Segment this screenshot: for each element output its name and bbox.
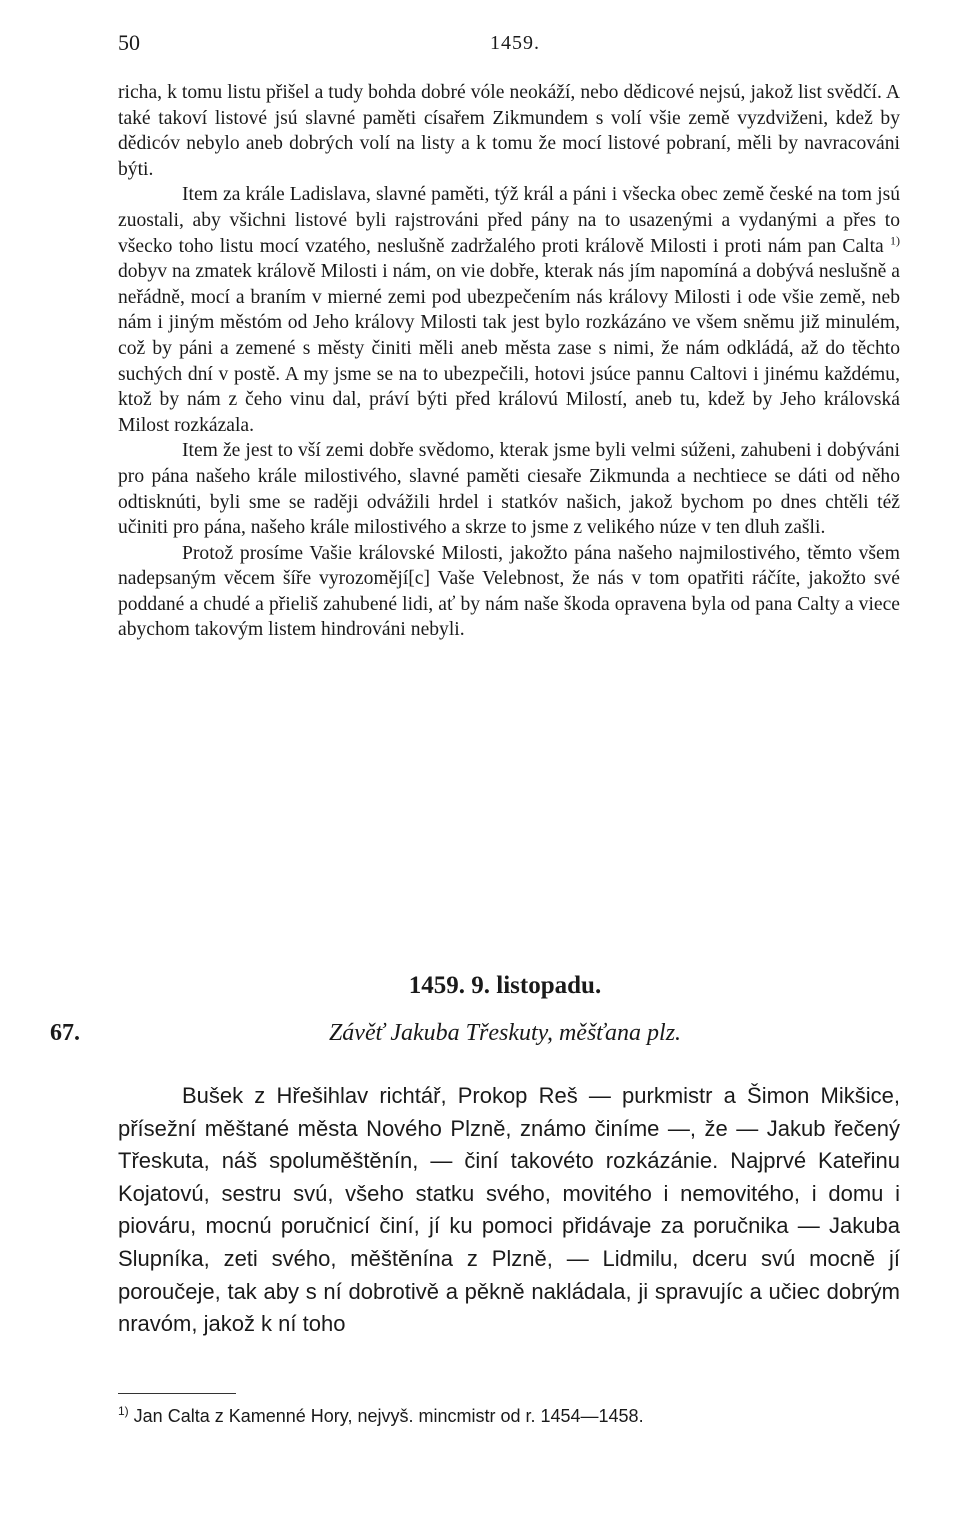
document-date: 1459. 9. listopadu. — [408, 972, 602, 999]
charter-text — [118, 1080, 900, 1341]
paragraph-1: richa, k tomu listu přišel a tudy bohda dobré vóle neokáží, nebo dědicové nejsú, jakož list svědčí. A také takoví listové jsú slavné paměti císařem Zikmundem s volí všie země vyzdviženi, kdež by dědicóv nebylo aneb dobrých volí na listy a k tomu že mocí listové pobraní, měli by navracováni býti. — [118, 82, 900, 180]
charter-paragraph: Bušek z Hřešihlav richtář, Prokop Reš — purkmistr a Šimon Mikšice, přísežní měštané města Nového Plzně, známo činíme —, že — Jakub řečený Třeskuta, náš spoluměštěnín, — činí takovéto rozkázánie. Najprvé Kateřinu Kojatovú, sestru svú, všeho statku svého, movitého i nemovitého, i domu i piováru, mocnú poručnicí činí, jí ku pomoci přidávaje za poručnika — Jakuba Slupníka, zeti svého, měštěnína z Plzně, — Lidmilu, dceru svú mocně jí poroučeje, tak aby s ní dobrotivě a pěkně nakládala, ji spravujíc a učiec dobrým nravóm, jakož k ní toho — [118, 1083, 900, 1337]
footnote-text: Jan Calta z Kamenné Hory, nejvyš. mincmistr od r. 1454—1458. — [128, 1406, 644, 1426]
paragraph-2 — [118, 182, 900, 438]
paragraph-3: Item že jest to vší zemi dobře svědomo, kterak jsme byli velmi súženi, zahubeni i dobýváni pro pána našeho krále milostivého, slavné paměti ciesaře Zikmunda a nechtiece se dáti od něho odtisknúti, byli sme se raději odvážili hrdel i statkóv našich, jakož bychom po dnes chtěli též učiniti pro pána, našeho krále milostivého a skrze to jsme z velikého núze v ten dluh zašli. — [118, 440, 900, 539]
document-title: Závěť Jakuba Třeskuty, měšťana plz. — [328, 1020, 682, 1046]
footnote-divider — [118, 1393, 236, 1394]
paragraph-2-text: Item za krále Ladislava, slavné paměti, týž král a páni i všecka obec země české na tom jsú zuostali, aby všichni listové byli rajstrováni před pány na to usazenými a vydanými a přes to všecko toho listu mocí vzatého, neslušně zadržalého proti králově Milosti i proti nám pan Calta — [118, 184, 900, 257]
paragraph-4: Protož prosíme Vašie královské Milosti, jakožto pána našeho najmilostivého, těmto všem nadepsaným věcem šíře vyrozomějí[c] Vaše Velebnost, že nás v tom opatřiti ráčíte, jakožto své poddané a chudé a přieliš zahubené lidi, ať by nám naše škoda opravena byla od pana Calty a viece abychom takovým listem hindrováni nebyli. — [118, 542, 900, 641]
footnote-mark: 1) — [118, 1404, 129, 1418]
document-number: 67. — [50, 1020, 80, 1046]
footnote-reference[interactable]: 1) — [889, 233, 900, 248]
running-head: 1459. — [490, 32, 540, 54]
body-text — [118, 80, 900, 643]
footnote — [118, 1404, 900, 1428]
paragraph-2-text-after: dobyv na zmatek králově Milosti i nám, on vie dobře, kterak nás jím napomíná a dobývá neslušně a neřádně, mocí a braním v mierné zemi pod ubezpečením nás královy Milosti i ode všie země, neb nám i jiným městóm od Jeho královy Milosti tak jest bylo rozkázáno ve všem sněmu již minulém, což by páni a zemené s městy činiti měli aneb města zase s nimi, že nám odkládá, až do těchto suchých dní v postě. A my jsme se na to ubezpečili, hotovi jsúce pannu Caltovi i jinému každému, ktož by nám z čeho vinu dal, práví býti před královú Milostí, aneb tu, kdež by Jeho královská Milost rozkázala. — [118, 261, 900, 436]
page-number: 50 — [118, 30, 140, 55]
